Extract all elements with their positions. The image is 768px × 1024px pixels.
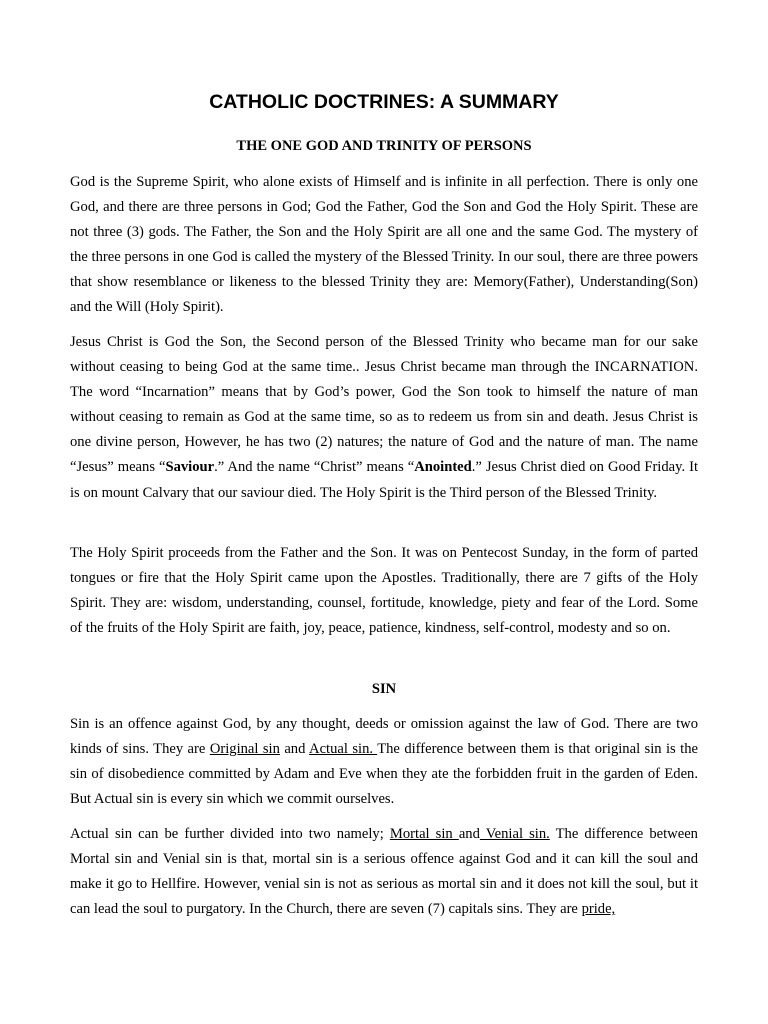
underlined-term-venial-sin: Venial sin. xyxy=(479,826,550,842)
paragraph-one-god: God is the Supreme Spirit, who alone exists of Himself and is infinite in all perfection. There is only one God, and there are three persons in God; God the Father, God the Son and God the Holy Spirit. These are not three (3) gods. The Father, the Son and the Holy Spirit are all one and the same God. The mystery of the three persons in one God is called the mystery of the Blessed Trinity. In our soul, there are three powers that show resemblance or likeness to the blessed Trinity they are: Memory(Father), Understanding(Son) and the Will (Holy Spirit). xyxy=(70,174,698,316)
paragraph-jesus-christ xyxy=(70,330,698,506)
underlined-term-actual-sin: Actual sin. xyxy=(309,741,378,758)
paragraph-actual-sin xyxy=(70,822,698,922)
underlined-term-pride: pride, xyxy=(581,901,616,918)
page-title: CATHOLIC DOCTRINES: A SUMMARY xyxy=(209,91,559,113)
bold-term-saviour: Saviour xyxy=(165,459,215,476)
paragraph-holy-spirit: The Holy Spirit proceeds from the Father and the Son. It was on Pentecost Sunday, in the form of parted tongues or fire that the Holy Spirit came upon the Apostles. Traditionally, there are 7 gifts of the Holy Spirit. They are: wisdom, understanding, counsel, fortitude, knowledge, piety and fear of the Lord. Some of the fruits of the Holy Spirit are faith, joy, peace, patience, kindness, self-control, modesty and so on. xyxy=(70,545,698,637)
section-heading-trinity: THE ONE GOD AND TRINITY OF PERSONS xyxy=(236,138,532,154)
text-run: The difference between Mortal sin and Venial sin is that, mortal sin is a serious offence against God and it can kill the soul and make it go to Hellfire. However, venial sin is not as serious as mortal sin and it does not kill the soul, but it can lead the soul to purgatory. In the Church, there are seven (7) capitals sins. They are xyxy=(70,826,698,918)
underlined-term-original-sin: Original sin xyxy=(209,741,280,758)
text-run: Jesus Christ is God the Son, the Second person of the Blessed Trinity who became man for our sake without ceasing to being God at the same time.. Jesus Christ became man through the INCARNATION. The word “Incarnation” means that by God’s power, God the Son took to himself the nature of man without ceasing to remain as God at the same time, so as to redeem us from sin and death. Jesus Christ is one divine person, However, he has two (2) natures; the nature of God and the nature of man. The name “Jesus” means “ xyxy=(70,334,698,476)
text-run: The difference between them is that original sin is the sin of disobedience committed by Adam and Eve when they ate the forbidden fruit in the garden of Eden. But Actual sin is every sin which we commit ourselves. xyxy=(70,741,698,808)
section-heading-sin: SIN xyxy=(371,681,397,697)
bold-term-anointed: Anointed xyxy=(414,459,472,476)
text-run: and xyxy=(279,741,310,758)
text-run: Sin is an offence against God, by any thought, deeds or omission against the law of God. There are two kinds of sins. They are xyxy=(70,716,698,758)
text-run: and xyxy=(458,826,480,842)
text-run: .” And the name “Christ” means “ xyxy=(214,459,415,476)
paragraph-sin-definition xyxy=(70,712,698,812)
text-run: .” Jesus Christ died on Good Friday. It is on mount Calvary that our saviour died. The Holy Spirit is the Third person of the Blessed Trinity. xyxy=(70,459,699,501)
underlined-term-mortal-sin: Mortal sin xyxy=(389,826,459,842)
text-run: Actual sin can be further divided into two namely; xyxy=(70,826,390,842)
